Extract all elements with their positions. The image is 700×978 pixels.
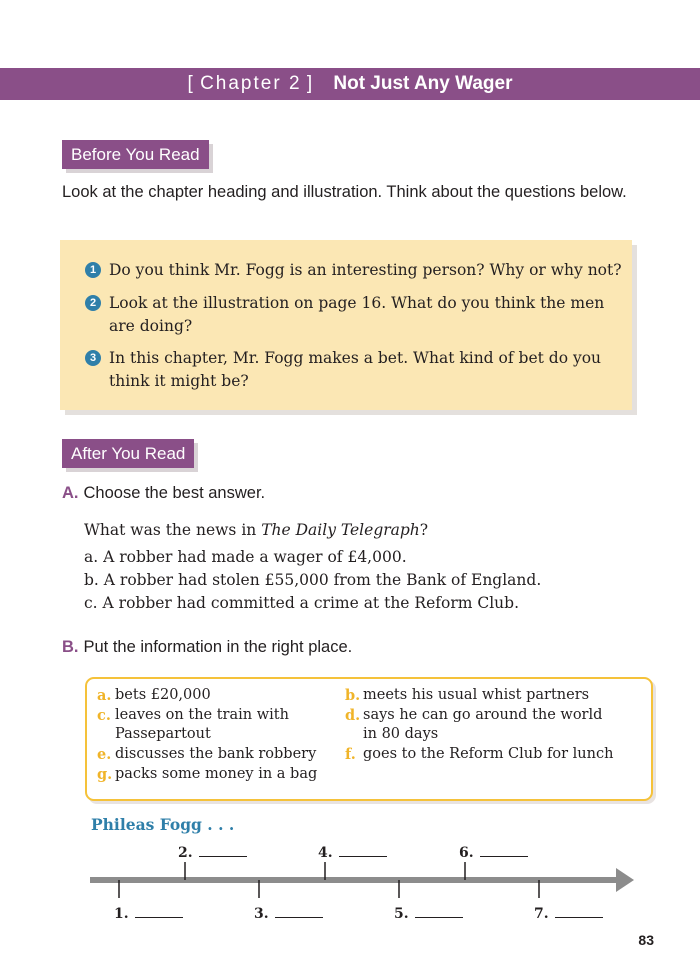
info-text: goes to the Reform Club for lunch	[363, 746, 614, 762]
arrow-head-icon	[616, 868, 634, 892]
question-text: Look at the illustration on page 16. What do you think the men are doing?	[109, 294, 605, 335]
answer-choice-a[interactable]	[84, 546, 407, 568]
slot-number: 5.	[394, 906, 409, 922]
timeline-slot-1[interactable]	[114, 906, 183, 922]
info-letter: a.	[97, 687, 112, 704]
answer-blank[interactable]	[480, 845, 528, 857]
question-item	[85, 292, 625, 338]
info-letter: f.	[345, 746, 356, 763]
slot-number: 4.	[318, 845, 333, 861]
part-b-instruction: Put the information in the right place.	[83, 638, 353, 656]
question-item	[85, 259, 625, 282]
timeline-slot-6[interactable]	[459, 845, 528, 861]
slot-number: 7.	[534, 906, 549, 922]
part-a-question	[84, 519, 428, 541]
question-suffix: ?	[419, 521, 429, 539]
newspaper-title: The Daily Telegraph	[261, 521, 420, 539]
slot-number: 1.	[114, 906, 129, 922]
info-letter: d.	[345, 707, 361, 724]
choice-letter: a.	[84, 548, 99, 566]
choice-text: A robber had made a wager of £4,000.	[103, 548, 407, 566]
choice-letter: c.	[84, 594, 98, 612]
info-item-f[interactable]	[345, 745, 645, 764]
before-intro-text: Look at the chapter heading and illustration. Think about the questions below.	[62, 183, 627, 201]
question-number-badge: 3	[85, 350, 101, 366]
page-number: 83	[638, 932, 654, 948]
question-number-badge: 2	[85, 295, 101, 311]
timeline-slot-5[interactable]	[394, 906, 463, 922]
answer-choice-b[interactable]	[84, 569, 541, 591]
choice-letter: b.	[84, 571, 99, 589]
answer-blank[interactable]	[199, 845, 247, 857]
chapter-header	[0, 68, 700, 100]
answer-blank[interactable]	[415, 906, 463, 918]
info-text: bets £20,000	[115, 687, 211, 703]
part-a-instruction: Choose the best answer.	[83, 484, 266, 502]
info-letter: c.	[97, 707, 111, 724]
question-number-badge: 1	[85, 262, 101, 278]
part-b-letter: B.	[62, 638, 79, 656]
timeline-slot-3[interactable]	[254, 906, 323, 922]
before-you-read-heading: Before You Read	[62, 140, 209, 169]
timeline-slot-4[interactable]	[318, 845, 387, 861]
info-text: meets his usual whist partners	[363, 687, 590, 703]
info-item-a[interactable]	[97, 686, 357, 705]
info-item-g[interactable]	[97, 765, 357, 784]
timeline-slot-2[interactable]	[178, 845, 247, 861]
info-letter: e.	[97, 746, 112, 763]
slot-number: 2.	[178, 845, 193, 861]
info-text: leaves on the train with Passepartout	[115, 707, 289, 742]
chapter-title: Not Just Any Wager	[333, 73, 513, 94]
answer-blank[interactable]	[339, 845, 387, 857]
info-item-c[interactable]	[97, 706, 317, 744]
info-item-d[interactable]	[345, 706, 615, 744]
info-text: discusses the bank robbery	[115, 746, 317, 762]
choice-text: A robber had stolen £55,000 from the Bank of England.	[103, 571, 542, 589]
info-item-e[interactable]	[97, 745, 357, 764]
slot-number: 3.	[254, 906, 269, 922]
info-text: says he can go around the world in 80 days	[363, 707, 603, 742]
choice-text: A robber had committed a crime at the Reform Club.	[102, 594, 519, 612]
answer-choice-c[interactable]	[84, 592, 519, 614]
answer-blank[interactable]	[135, 906, 183, 918]
bracket-close: ]	[306, 73, 315, 94]
question-prefix: What was the news in	[84, 521, 262, 539]
info-item-b[interactable]	[345, 686, 645, 705]
info-letter: g.	[97, 766, 113, 783]
part-a-letter: A.	[62, 484, 79, 502]
pre-reading-questions-box	[60, 240, 632, 410]
info-letter: b.	[345, 687, 361, 704]
part-b-heading	[62, 636, 352, 658]
chapter-label: Chapter 2	[200, 73, 302, 94]
slot-number: 6.	[459, 845, 474, 861]
info-text: packs some money in a bag	[115, 766, 318, 782]
answer-blank[interactable]	[275, 906, 323, 918]
question-text: Do you think Mr. Fogg is an interesting person? Why or why not?	[109, 261, 622, 279]
timeline-title: Phileas Fogg . . .	[91, 815, 235, 834]
information-box	[85, 677, 653, 801]
question-text: In this chapter, Mr. Fogg makes a bet. What kind of bet do you think it might be?	[109, 349, 602, 390]
part-a-heading	[62, 482, 265, 504]
after-you-read-heading: After You Read	[62, 439, 194, 468]
question-item	[85, 347, 625, 393]
answer-blank[interactable]	[555, 906, 603, 918]
bracket-open: [	[187, 73, 195, 94]
timeline-slot-7[interactable]	[534, 906, 603, 922]
